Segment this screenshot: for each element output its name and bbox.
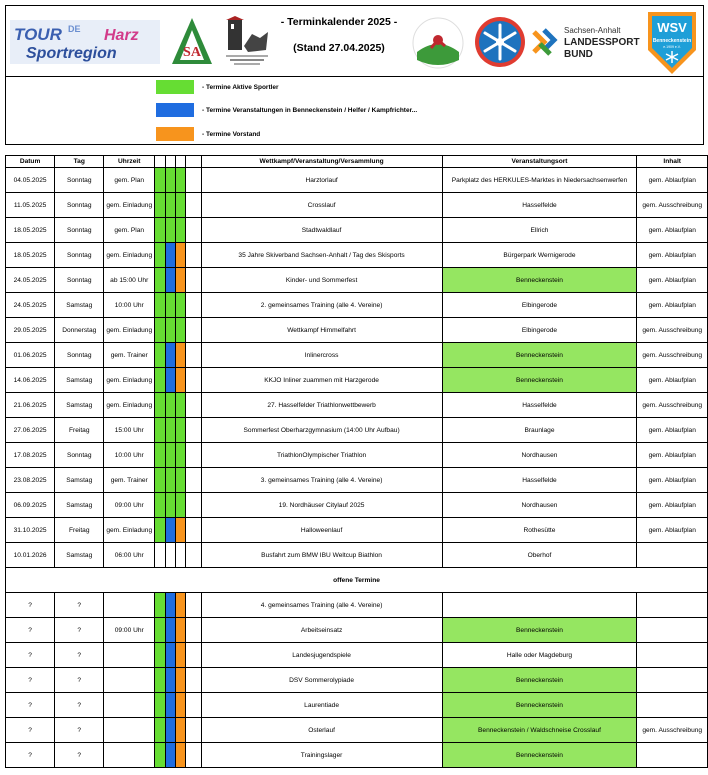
cell-uhrzeit	[104, 668, 155, 693]
cell-datum: 11.05.2025	[6, 193, 55, 218]
cell-ort: Benneckenstein	[442, 343, 637, 368]
cell-inhalt: gem. Ablaufplan	[637, 518, 708, 543]
category-empty	[186, 243, 201, 268]
category-green	[155, 618, 165, 643]
category-empty	[186, 643, 201, 668]
cell-uhrzeit: 09:00 Uhr	[104, 493, 155, 518]
category-orange	[176, 668, 186, 693]
cell-tag: Sonntag	[55, 268, 104, 293]
category-green	[155, 268, 165, 293]
cell-uhrzeit: gem. Einladung	[104, 193, 155, 218]
category-green	[176, 318, 186, 343]
category-empty	[186, 493, 201, 518]
col-header-green	[155, 156, 165, 168]
cell-datum: 18.05.2025	[6, 218, 55, 243]
category-green	[165, 468, 175, 493]
cell-event: 4. gemeinsames Training (alle 4. Vereine)	[201, 593, 442, 618]
cell-datum: ?	[6, 643, 55, 668]
cell-uhrzeit: gem. Einladung	[104, 518, 155, 543]
category-green	[165, 318, 175, 343]
col-header-wettkampf: Wettkampf/Veranstaltung/Versammlung	[201, 156, 442, 168]
category-green	[155, 518, 165, 543]
cell-tag: ?	[55, 743, 104, 768]
kreissportbund-harz-logo	[411, 16, 465, 70]
cell-tag: ?	[55, 618, 104, 643]
cell-ort: Elbingerode	[442, 318, 637, 343]
category-empty	[186, 418, 201, 443]
cell-datum: 24.05.2025	[6, 268, 55, 293]
cell-ort: Benneckenstein	[442, 693, 637, 718]
cell-ort: Oberhof	[442, 543, 637, 568]
legend-swatch-blue	[156, 103, 194, 117]
category-blue	[165, 593, 175, 618]
category-blue	[165, 618, 175, 643]
page-subtitle: (Stand 27.04.2025)	[293, 42, 385, 54]
category-empty	[186, 743, 201, 768]
cell-datum: ?	[6, 743, 55, 768]
cell-uhrzeit: gem. Einladung	[104, 368, 155, 393]
category-blue	[165, 268, 175, 293]
category-empty	[186, 543, 201, 568]
cell-uhrzeit: gem. Plan	[104, 218, 155, 243]
table-row	[6, 468, 708, 493]
cell-uhrzeit: 09:00 Uhr	[104, 618, 155, 643]
table-row	[6, 168, 708, 193]
cell-datum: 31.10.2025	[6, 518, 55, 543]
cell-inhalt: gem. Ablaufplan	[637, 293, 708, 318]
cell-inhalt: gem. Ablaufplan	[637, 418, 708, 443]
category-empty	[186, 443, 201, 468]
category-orange	[176, 368, 186, 393]
cell-tag: ?	[55, 718, 104, 743]
cell-tag: Freitag	[55, 518, 104, 543]
cell-uhrzeit	[104, 693, 155, 718]
category-green	[176, 168, 186, 193]
cell-event: Trainingslager	[201, 743, 442, 768]
category-green	[165, 393, 175, 418]
category-green	[165, 218, 175, 243]
cell-tag: Samstag	[55, 493, 104, 518]
cell-ort	[442, 593, 637, 618]
category-green	[155, 743, 165, 768]
category-empty	[186, 468, 201, 493]
cell-inhalt: gem. Ablaufplan	[637, 168, 708, 193]
cell-inhalt	[637, 593, 708, 618]
category-green	[176, 393, 186, 418]
cell-inhalt: gem. Ablaufplan	[637, 243, 708, 268]
cell-uhrzeit	[104, 743, 155, 768]
category-green	[155, 368, 165, 393]
category-green	[155, 468, 165, 493]
table-row	[6, 318, 708, 343]
category-green	[176, 493, 186, 518]
cell-uhrzeit	[104, 718, 155, 743]
cell-datum: 27.06.2025	[6, 418, 55, 443]
cell-datum: 14.06.2025	[6, 368, 55, 393]
cell-tag: Sonntag	[55, 193, 104, 218]
category-green	[165, 493, 175, 518]
tour-de-text: DE	[68, 24, 81, 34]
sa-text: SA	[183, 45, 201, 60]
category-empty	[186, 518, 201, 543]
table-row	[6, 543, 708, 568]
cell-tag: ?	[55, 593, 104, 618]
cell-event: Inlinercross	[201, 343, 442, 368]
category-empty	[186, 718, 201, 743]
category-green	[176, 193, 186, 218]
col-header-datum: Datum	[6, 156, 55, 168]
cell-uhrzeit	[104, 593, 155, 618]
cell-inhalt	[637, 618, 708, 643]
cell-ort: Halle oder Magdeburg	[442, 643, 637, 668]
category-empty	[186, 218, 201, 243]
table-row	[6, 218, 708, 243]
cell-ort: Benneckenstein	[442, 743, 637, 768]
cell-event: Crosslauf	[201, 193, 442, 218]
cell-datum: 24.05.2025	[6, 293, 55, 318]
category-empty	[165, 543, 175, 568]
cell-event: DSV Sommerolypiade	[201, 668, 442, 693]
table-row	[6, 493, 708, 518]
category-empty	[176, 543, 186, 568]
cell-ort: Benneckenstein	[442, 618, 637, 643]
category-blue	[165, 643, 175, 668]
category-green	[155, 168, 165, 193]
category-green	[155, 718, 165, 743]
category-orange	[176, 518, 186, 543]
cell-ort: Nordhausen	[442, 493, 637, 518]
open-section-label: offene Termine	[6, 568, 708, 593]
cell-datum: 18.05.2025	[6, 243, 55, 268]
category-green	[155, 343, 165, 368]
cell-inhalt: gem. Ablaufplan	[637, 468, 708, 493]
cell-ort: Parkplatz des HERKULES-Marktes in Niedersachsenwerfen	[442, 168, 637, 193]
wsv-text: WSV	[657, 20, 687, 35]
cell-inhalt	[637, 693, 708, 718]
wsv-sub-text: Benneckenstein	[652, 38, 692, 44]
open-section-row	[6, 568, 708, 593]
table-row	[6, 593, 708, 618]
cell-tag: ?	[55, 643, 104, 668]
category-blue	[165, 693, 175, 718]
cell-uhrzeit: 10:00 Uhr	[104, 443, 155, 468]
legend-swatch-green	[156, 80, 194, 94]
lsb-line2: LANDESSPORT	[564, 37, 640, 48]
cell-tag: ?	[55, 693, 104, 718]
table-row	[6, 693, 708, 718]
category-orange	[176, 718, 186, 743]
category-green	[176, 218, 186, 243]
category-blue	[165, 368, 175, 393]
cell-datum: 29.05.2025	[6, 318, 55, 343]
cell-inhalt	[637, 543, 708, 568]
cell-tag: ?	[55, 668, 104, 693]
cell-event: Landesjugendspiele	[201, 643, 442, 668]
cell-inhalt: gem. Ausschreibung	[637, 343, 708, 368]
cell-event: Laurentiade	[201, 693, 442, 718]
cell-ort: Benneckenstein	[442, 668, 637, 693]
cell-datum: ?	[6, 693, 55, 718]
cell-event: Halloweenlauf	[201, 518, 442, 543]
cell-event: Harztorlauf	[201, 168, 442, 193]
cell-event: 19. Nordhäuser Citylauf 2025	[201, 493, 442, 518]
col-header-orange	[176, 156, 186, 168]
category-green	[155, 318, 165, 343]
category-green	[165, 168, 175, 193]
cell-tag: Sonntag	[55, 443, 104, 468]
cell-uhrzeit: 06:00 Uhr	[104, 543, 155, 568]
cell-datum: 01.06.2025	[6, 343, 55, 368]
category-empty	[186, 193, 201, 218]
category-orange	[176, 693, 186, 718]
lsb-mark-icon	[530, 26, 560, 60]
table-row	[6, 393, 708, 418]
category-green	[155, 493, 165, 518]
cell-event: 35 Jahre Skiverband Sachsen-Anhalt / Tag des Skisports	[201, 243, 442, 268]
category-empty	[155, 543, 165, 568]
tour-sportregion-text: Sportregion	[26, 45, 117, 62]
cell-ort: Braunlage	[442, 418, 637, 443]
col-header-blue	[165, 156, 175, 168]
table-row	[6, 518, 708, 543]
category-empty	[186, 343, 201, 368]
tour-harz-text: Harz	[104, 27, 139, 44]
cell-event: Osterlauf	[201, 718, 442, 743]
wsv-sub2-text: e.1909 e.V.	[663, 45, 681, 49]
cell-event: Wettkampf Himmelfahrt	[201, 318, 442, 343]
category-green	[155, 668, 165, 693]
cell-tag: Donnerstag	[55, 318, 104, 343]
cell-ort: Nordhausen	[442, 443, 637, 468]
category-empty	[186, 368, 201, 393]
cell-uhrzeit: gem. Trainer	[104, 468, 155, 493]
category-green	[155, 643, 165, 668]
cell-event: KKJO Inliner zuammen mit Harzgerode	[201, 368, 442, 393]
cell-datum: 21.06.2025	[6, 393, 55, 418]
snowflake-logo	[474, 16, 526, 68]
landessportbund-logo	[530, 20, 640, 66]
cell-datum: 23.08.2025	[6, 468, 55, 493]
table-row	[6, 618, 708, 643]
category-green	[165, 293, 175, 318]
cell-ort: Ellrich	[442, 218, 637, 243]
col-header-empty	[186, 156, 201, 168]
category-blue	[165, 343, 175, 368]
category-green	[176, 443, 186, 468]
legend-item-aktive	[156, 80, 279, 94]
col-header-ort: Veranstaltungsort	[442, 156, 637, 168]
table-row	[6, 243, 708, 268]
cell-inhalt: gem. Ablaufplan	[637, 268, 708, 293]
cell-tag: Samstag	[55, 368, 104, 393]
category-green	[155, 443, 165, 468]
category-green	[155, 243, 165, 268]
cell-event: Stadtwaldlauf	[201, 218, 442, 243]
category-green	[176, 293, 186, 318]
cell-uhrzeit: 15:00 Uhr	[104, 418, 155, 443]
table-row	[6, 418, 708, 443]
category-green	[165, 443, 175, 468]
cell-tag: Samstag	[55, 393, 104, 418]
lsb-line1: Sachsen-Anhalt	[564, 26, 621, 35]
cell-uhrzeit: gem. Einladung	[104, 243, 155, 268]
category-orange	[176, 243, 186, 268]
castle-riders-logo	[222, 16, 272, 68]
table-row	[6, 668, 708, 693]
cell-ort: Benneckenstein / Waldschneise Crosslauf	[442, 718, 637, 743]
cell-ort: Hasselfelde	[442, 468, 637, 493]
cell-datum: 17.08.2025	[6, 443, 55, 468]
category-blue	[165, 718, 175, 743]
table-row	[6, 268, 708, 293]
table-row	[6, 443, 708, 468]
category-empty	[186, 168, 201, 193]
category-green	[165, 418, 175, 443]
cell-inhalt: gem. Ablaufplan	[637, 443, 708, 468]
cell-tag: Sonntag	[55, 243, 104, 268]
category-orange	[176, 618, 186, 643]
cell-datum: ?	[6, 668, 55, 693]
cell-inhalt: gem. Ablaufplan	[637, 218, 708, 243]
category-blue	[165, 743, 175, 768]
cell-inhalt	[637, 668, 708, 693]
cell-inhalt: gem. Ausschreibung	[637, 393, 708, 418]
category-blue	[165, 243, 175, 268]
category-blue	[165, 668, 175, 693]
legend-label: - Termine Vorstand	[202, 130, 261, 138]
table-row	[6, 718, 708, 743]
category-orange	[176, 268, 186, 293]
cell-ort: Hasselfelde	[442, 393, 637, 418]
legend-swatch-orange	[156, 127, 194, 141]
cell-datum: 04.05.2025	[6, 168, 55, 193]
category-green	[155, 193, 165, 218]
tour-de-harz-logo	[10, 20, 160, 64]
category-empty	[186, 293, 201, 318]
cell-ort: Benneckenstein	[442, 368, 637, 393]
col-header-inhalt: Inhalt	[637, 156, 708, 168]
calendar-table	[5, 155, 708, 768]
category-empty	[186, 693, 201, 718]
col-header-uhrzeit: Uhrzeit	[104, 156, 155, 168]
cell-event: Arbeitseinsatz	[201, 618, 442, 643]
cell-datum: ?	[6, 618, 55, 643]
cell-inhalt	[637, 643, 708, 668]
category-empty	[186, 318, 201, 343]
cell-inhalt	[637, 743, 708, 768]
table-row	[6, 293, 708, 318]
cell-event: Busfahrt zum BMW IBU Weltcup Biathlon	[201, 543, 442, 568]
lsb-line3: BUND	[564, 49, 593, 60]
table-row	[6, 643, 708, 668]
cell-ort: Hasselfelde	[442, 193, 637, 218]
cell-tag: Samstag	[55, 468, 104, 493]
cell-uhrzeit: 10:00 Uhr	[104, 293, 155, 318]
cell-inhalt: gem. Ablaufplan	[637, 368, 708, 393]
tour-text: TOUR	[14, 25, 62, 44]
cell-ort: Bürgerpark Wernigerode	[442, 243, 637, 268]
cell-uhrzeit: ab 15:00 Uhr	[104, 268, 155, 293]
cell-tag: Samstag	[55, 293, 104, 318]
cell-datum: 06.09.2025	[6, 493, 55, 518]
category-empty	[186, 593, 201, 618]
table-header-row	[6, 156, 708, 168]
category-green	[155, 593, 165, 618]
cell-datum: ?	[6, 718, 55, 743]
cell-uhrzeit	[104, 643, 155, 668]
col-header-tag: Tag	[55, 156, 104, 168]
header-banner	[5, 5, 704, 77]
cell-inhalt: gem. Ausschreibung	[637, 193, 708, 218]
cell-event: TriathlonOlympischer Triathlon	[201, 443, 442, 468]
cell-inhalt: gem. Ausschreibung	[637, 318, 708, 343]
cell-uhrzeit: gem. Plan	[104, 168, 155, 193]
cell-uhrzeit: gem. Trainer	[104, 343, 155, 368]
cell-event: 2. gemeinsames Training (alle 4. Vereine)	[201, 293, 442, 318]
cell-event: 27. Hasselfelder Triathlonwettbewerb	[201, 393, 442, 418]
category-empty	[186, 618, 201, 643]
cell-ort: Rothesütte	[442, 518, 637, 543]
category-green	[176, 418, 186, 443]
category-blue	[165, 518, 175, 543]
cell-tag: Sonntag	[55, 218, 104, 243]
category-empty	[186, 268, 201, 293]
cell-event: 3. gemeinsames Training (alle 4. Vereine)	[201, 468, 442, 493]
table-row	[6, 343, 708, 368]
category-green	[155, 393, 165, 418]
cell-tag: Sonntag	[55, 343, 104, 368]
legend-item-veranstaltungen	[156, 103, 417, 117]
cell-inhalt: gem. Ablaufplan	[637, 493, 708, 518]
page-title: - Terminkalender 2025 -	[280, 16, 398, 28]
category-empty	[186, 393, 201, 418]
cell-event: Kinder- und Sommerfest	[201, 268, 442, 293]
category-green	[155, 293, 165, 318]
cell-uhrzeit: gem. Einladung	[104, 393, 155, 418]
cell-tag: Sonntag	[55, 168, 104, 193]
category-green	[176, 468, 186, 493]
category-orange	[176, 343, 186, 368]
cell-ort: Benneckenstein	[442, 268, 637, 293]
cell-inhalt: gem. Ausschreibung	[637, 718, 708, 743]
category-orange	[176, 593, 186, 618]
category-green	[155, 693, 165, 718]
cell-event: Sommerfest Oberharzgymnasium (14:00 Uhr Aufbau)	[201, 418, 442, 443]
table-row	[6, 368, 708, 393]
legend	[5, 77, 704, 145]
category-green	[165, 193, 175, 218]
table-row	[6, 743, 708, 768]
legend-label: - Termine Veranstaltungen in Benneckenstein / Helfer / Kampfrichter...	[202, 106, 418, 114]
wsv-benneckenstein-logo	[646, 10, 698, 74]
cell-uhrzeit: gem. Einladung	[104, 318, 155, 343]
cell-ort: Elbingerode	[442, 293, 637, 318]
category-green	[155, 218, 165, 243]
category-green	[155, 418, 165, 443]
cell-tag: Samstag	[55, 543, 104, 568]
category-empty	[186, 668, 201, 693]
cell-tag: Freitag	[55, 418, 104, 443]
legend-item-vorstand	[156, 127, 260, 141]
legend-label: - Termine Aktive Sportler	[202, 83, 279, 91]
category-orange	[176, 743, 186, 768]
sa-club-logo	[170, 16, 214, 68]
cell-datum: ?	[6, 593, 55, 618]
cell-datum: 10.01.2026	[6, 543, 55, 568]
table-row	[6, 193, 708, 218]
category-orange	[176, 643, 186, 668]
